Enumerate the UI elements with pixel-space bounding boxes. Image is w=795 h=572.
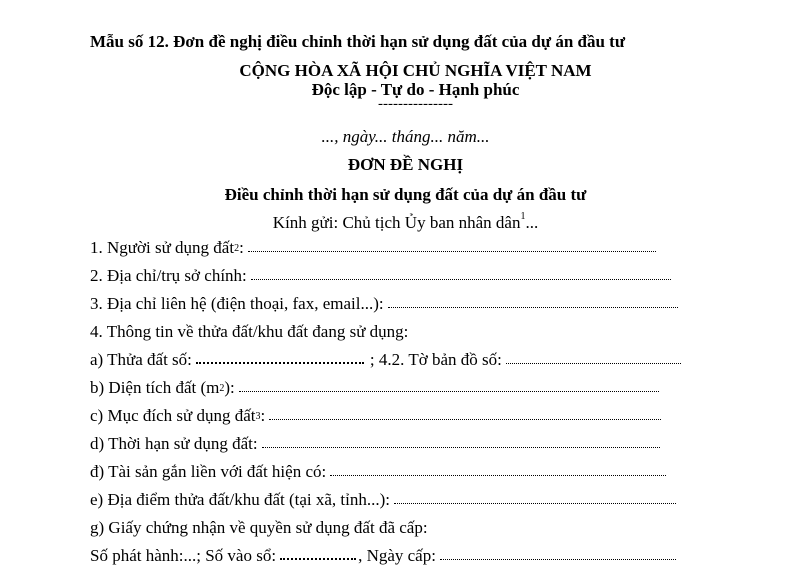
- fill-in-blank[interactable]: [394, 502, 676, 504]
- form-subtitle: Điều chỉnh thời hạn sử dụng đất của dự án đầu tư: [224, 185, 587, 204]
- fill-in-blank[interactable]: [330, 474, 666, 476]
- field-label: b) Diện tích đất (m: [90, 378, 220, 397]
- field-label: 2. Địa chỉ/trụ sở chính:: [90, 266, 247, 285]
- field-label: g) Giấy chứng nhận về quyền sử dụng đất đã cấp:: [90, 518, 428, 537]
- fill-in-blank[interactable]: [239, 390, 659, 392]
- date-line: ..., ngày... tháng... năm...: [321, 127, 490, 146]
- field-land-info-heading: [90, 322, 408, 344]
- field-colon: :: [260, 406, 266, 425]
- footnote-marker: 1: [520, 211, 526, 222]
- footnote-marker: 3: [255, 411, 261, 422]
- fill-in-blank[interactable]: [248, 250, 656, 252]
- field-contact-address: [90, 294, 678, 316]
- fill-in-blank[interactable]: [269, 418, 661, 420]
- recipient-line: [8, 213, 795, 233]
- field-label-issue-date: , Ngày cấp:: [358, 546, 436, 565]
- fill-in-blank[interactable]: [251, 278, 671, 280]
- superscript: 2: [219, 383, 225, 394]
- fill-in-blank-parcel[interactable]: [196, 361, 364, 364]
- field-parcel-location: [90, 490, 676, 512]
- field-certificate-heading: [90, 518, 428, 540]
- field-land-use-term: [90, 434, 660, 456]
- fill-in-blank-issue-date[interactable]: [440, 558, 676, 560]
- field-parcel-number: [90, 350, 681, 372]
- recipient-suffix: ...: [525, 213, 539, 232]
- footnote-marker: 2: [234, 243, 240, 254]
- field-label-map-sheet: ; 4.2. Tờ bản đồ số:: [369, 350, 502, 369]
- field-land-user: [90, 238, 656, 260]
- field-label: a) Thửa đất số:: [90, 350, 192, 369]
- divider: ---------------: [378, 96, 453, 112]
- field-certificate-details: [90, 546, 676, 568]
- fill-in-blank[interactable]: [262, 446, 660, 448]
- field-label: d) Thời hạn sử dụng đất:: [90, 434, 258, 453]
- nation-name: CỘNG HÒA XÃ HỘI CHỦ NGHĨA VIỆT NAM: [239, 61, 592, 80]
- field-colon: :: [239, 238, 244, 257]
- field-label: 4. Thông tin về thửa đất/khu đất đang sử dụng:: [90, 322, 409, 341]
- field-label: đ) Tài sản gắn liền với đất hiện có:: [90, 462, 327, 481]
- field-land-use-purpose: [90, 406, 661, 428]
- form-title: ĐƠN ĐỀ NGHỊ: [347, 155, 464, 174]
- field-label-suffix: ):: [224, 378, 235, 397]
- recipient-text: Kính gửi: Chủ tịch Ủy ban nhân dân: [272, 213, 521, 232]
- field-address: [90, 266, 671, 288]
- field-attached-assets: [90, 462, 666, 484]
- national-motto: Độc lập - Tự do - Hạnh phúc: [311, 80, 520, 99]
- fill-in-blank[interactable]: [388, 306, 678, 308]
- field-label: c) Mục đích sử dụng đất: [90, 406, 256, 425]
- field-label-issue-number: Số phát hành:...; Số vào sổ:: [90, 546, 277, 565]
- field-label: 1. Người sử dụng đất: [90, 238, 235, 257]
- field-land-area: [90, 378, 659, 400]
- form-heading: Mẫu số 12. Đơn đề nghị điều chỉnh thời hạn sử dụng đất của dự án đầu tư: [90, 32, 626, 51]
- field-label: e) Địa điểm thửa đất/khu đất (tại xã, tỉnh...):: [90, 490, 391, 509]
- fill-in-blank-register-number[interactable]: [280, 557, 356, 560]
- field-label: 3. Địa chỉ liên hệ (điện thoại, fax, email...):: [90, 294, 384, 313]
- fill-in-blank-map-sheet[interactable]: [506, 362, 681, 364]
